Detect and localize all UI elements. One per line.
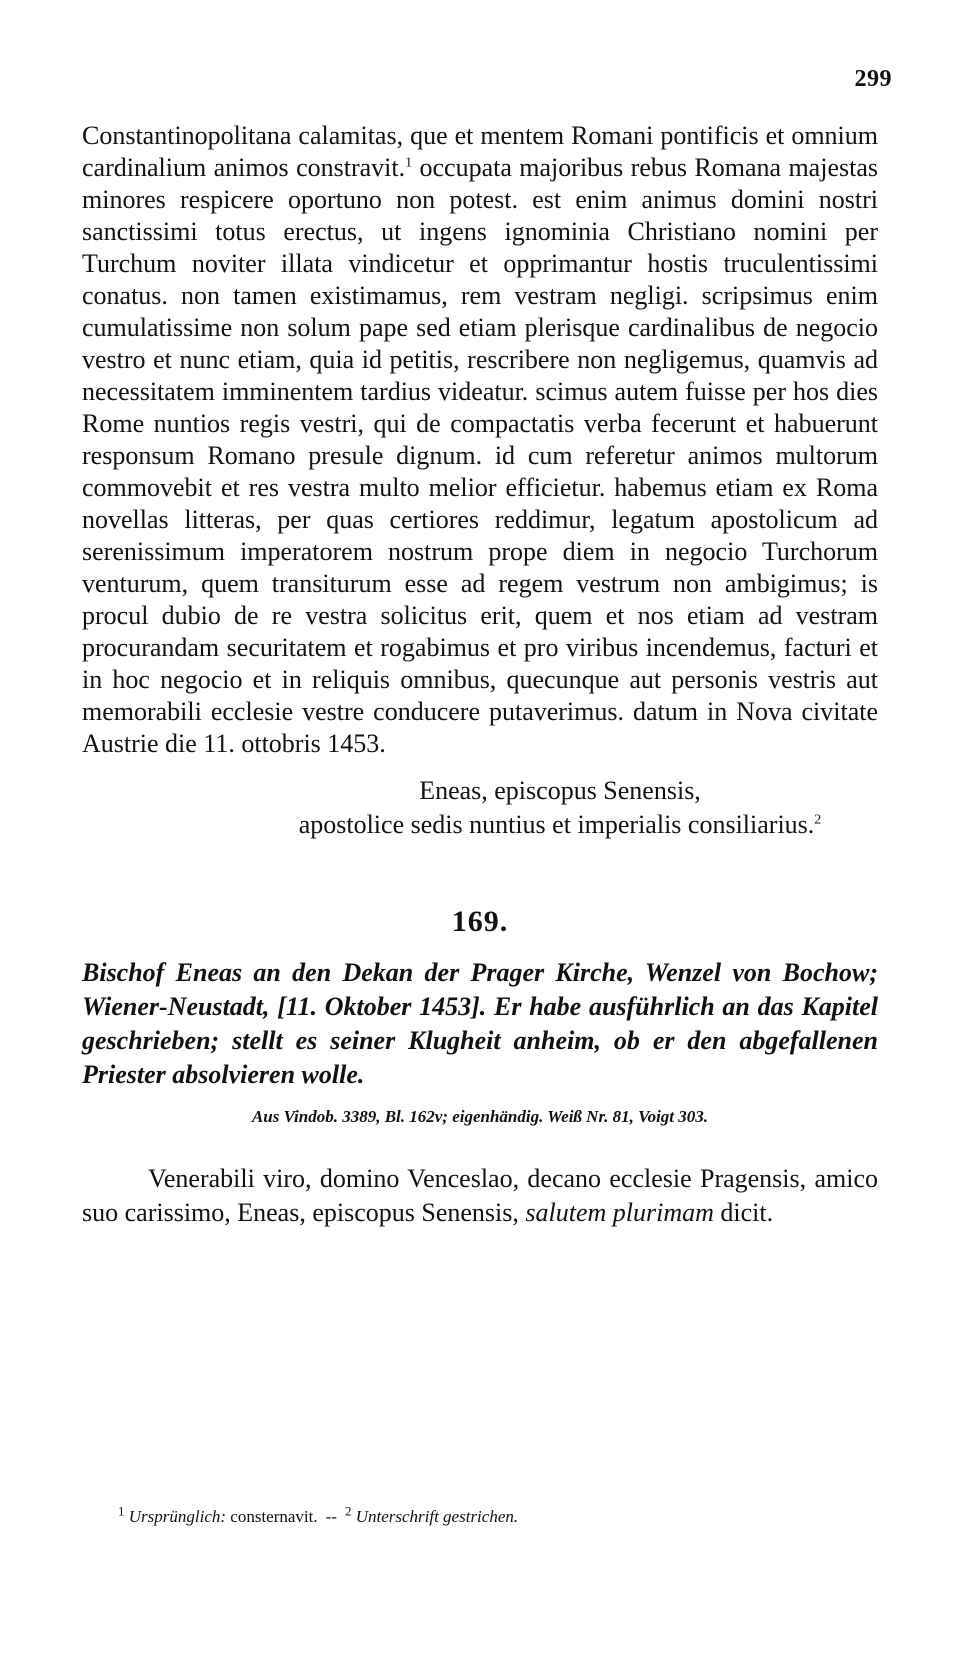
footnote-ref-2[interactable]: 2 bbox=[814, 812, 822, 828]
signature-line-2-text: apostolice sedis nuntius et imperialis consiliarius. bbox=[298, 810, 815, 839]
signature bbox=[82, 774, 878, 842]
address-dicit: dicit. bbox=[713, 1198, 774, 1227]
page-number: 299 bbox=[854, 66, 892, 92]
letter-text-part1: Constantinopolitana calamitas, que et mentem Romani pontificis et omnium cardinalium animos constravit. bbox=[82, 121, 878, 182]
letter-address bbox=[82, 1162, 878, 1230]
footnote-2-label: Unterschrift gestrichen. bbox=[355, 1507, 519, 1526]
source-note: Aus Vindob. 3389, Bl. 162v; eigenhändig. Weiß Nr. 81, Voigt 303. bbox=[251, 1107, 709, 1126]
footnote-1-text: consternavit. bbox=[226, 1507, 318, 1526]
footnotes bbox=[118, 1503, 898, 1528]
signature-line-2 bbox=[82, 808, 878, 842]
body-text bbox=[82, 120, 878, 1256]
regest-summary: Bischof Eneas an den Dekan der Prager Kirche, Wenzel von Bochow; Wiener-Neustadt, [11. Oktober 1453]. Er habe ausführlich an das Kapitel geschrieben; stellt es seiner Klugheit anheim, ob er den abgefallenen Priester absolvieren wolle. bbox=[82, 958, 878, 1089]
footnote-1 bbox=[118, 1503, 318, 1526]
address-text: Venerabili viro, domino Venceslao, decano ecclesie Pragensis, amico suo carissimo, Eneas, episcopus Senensis, bbox=[82, 1164, 878, 1227]
footnote-1-mark: 1 bbox=[118, 1503, 125, 1519]
footnote-2-mark: 2 bbox=[344, 1503, 352, 1519]
document-number: 169. bbox=[451, 905, 509, 938]
address-salutem: salutem plurimam bbox=[525, 1198, 714, 1227]
footnote-separator: -- bbox=[325, 1507, 337, 1526]
footnote-ref-1[interactable]: 1 bbox=[405, 155, 413, 171]
letter-text bbox=[82, 120, 878, 760]
signature-line-1: Eneas, episcopus Senensis, bbox=[419, 776, 701, 805]
letter-text-part2: occupata majoribus rebus Romana majestas minores respicere oportuno non potest. est enim animus domini nostri sanctissimi totus erectus, ut ingens ignominia Christiano nomini per Turchum noviter illata vindicetur et opprimantur hostis truculentissimi conatus. non tamen existimamus, rem vestram negligi. scripsimus enim cumulatissime non solum pape sed etiam plerisque cardinalibus de negocio vestro et nunc etiam, quia id petitis, rescribere non negligemus, quamvis ad necessitatem imminentem tardius videatur. scimus autem fuisse per hos dies Rome nuntios regis vestri, qui de compactatis verba fecerunt et habuerunt responsum Romano presule dignum. id cum referetur animos multorum commovebit et res vestra multo melior efficietur. habemus etiam ex Roma novellas litteras, per quas certiores reddimur, legatum apostolicum ad serenissimum imperatorem nostrum prope diem in negocio Turchorum venturum, quem transiturum esse ad regem vestrum non ambigimus; is procul dubio de re vestra solicitus erit, quem et nos etiam ad vestram procurandam securitatem et rogabimus et pro viribus incendemus, facturi et in hoc negocio et in reliquis omnibus, quecunque aut personis vestris aut memorabili ecclesie vestre conducere putaverimus. datum in Nova civitate Austrie die 11. ottobris 1453. bbox=[82, 153, 878, 758]
footnote-1-label: Ursprünglich: bbox=[128, 1507, 227, 1526]
footnote-2 bbox=[344, 1503, 519, 1526]
